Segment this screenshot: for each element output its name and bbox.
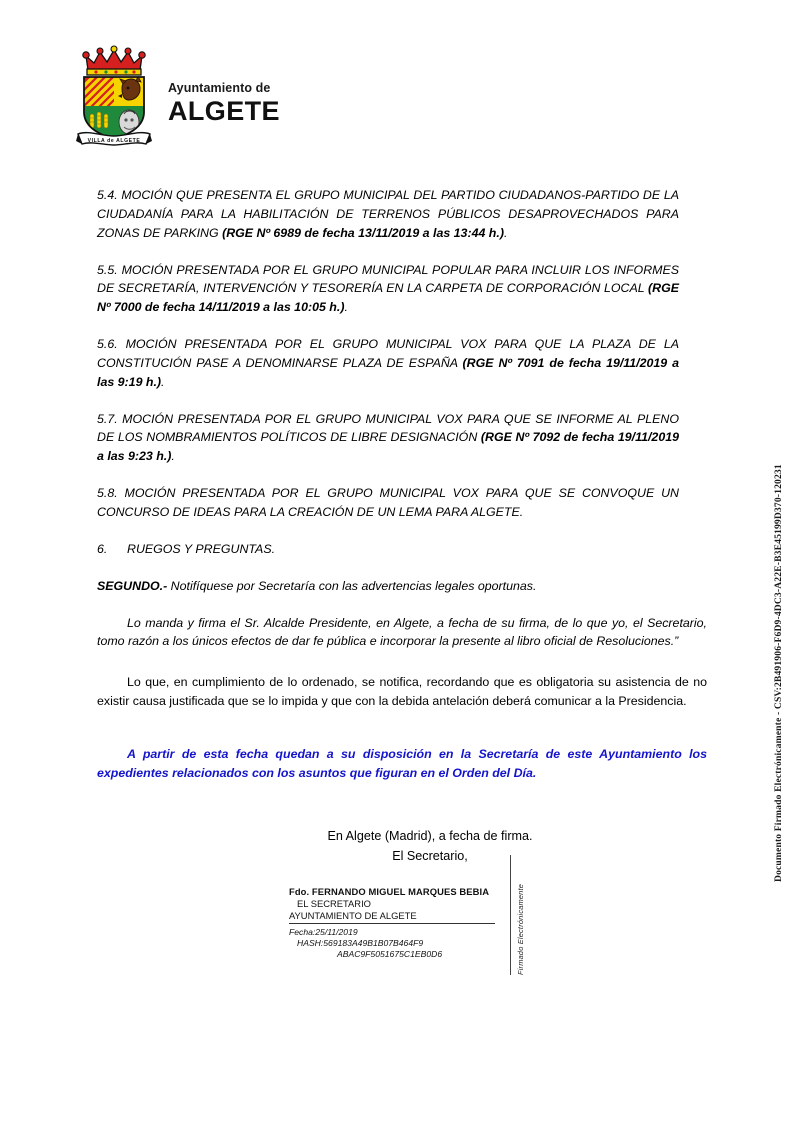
closing-role: El Secretario, (392, 848, 468, 863)
signature-hash-line-2: ABAC9F5051675C1EB0D6 (337, 949, 443, 959)
motion-tail: . (344, 300, 348, 315)
motion-ref: (RGE Nº 7092 de fecha 19/11/2019 a las 9:23 h.) (97, 430, 679, 464)
signature-role: EL SECRETARIO (297, 898, 371, 909)
svg-text:VILLA de ALGETE: VILLA de ALGETE (87, 138, 141, 144)
motion-item-5-8 (97, 484, 679, 522)
closing-block (260, 827, 600, 866)
motion-text: 5.7. MOCIÓN PRESENTADA POR EL GRUPO MUNICIPAL VOX PARA QUE SE INFORME AL PLENO DE LOS NOMBRAMIENTOS POLÍTICOS DE LIBRE DESIGNACIÓN (97, 411, 679, 445)
segundo-lead: SEGUNDO.- (97, 578, 168, 593)
signature-divider-line (510, 855, 511, 975)
motion-item-5-7 (97, 410, 679, 467)
motion-ref: (RGE Nº 7091 de fecha 19/11/2019 a las 9:19 h.) (97, 355, 680, 389)
motion-tail: . (503, 225, 508, 240)
motion-ref: (RGE Nº 7000 de fecha 14/11/2019 a las 10:05 h.) (97, 281, 679, 315)
motion-text: 5.4. MOCIÓN QUE PRESENTA EL GRUPO MUNICIPAL DEL PARTIDO CIUDADANOS-PARTIDO DE LA CIUDADANÍA PARA LA HABILITACIÓN DE TERRENOS PÚBLICOS DESAPROVECHADOS PARA ZONAS DE PARKING (97, 188, 679, 240)
segundo-paragraph (97, 577, 679, 596)
signature-name: Fdo. FERNANDO MIGUEL MARQUES BEBIA (289, 886, 490, 897)
signature-vertical-label-group (508, 855, 524, 975)
agenda-item-6-number: 6. (97, 541, 108, 556)
signature-hash-line-1: HASH:569183A49B1B07B464F9 (297, 938, 424, 948)
closing-place: En Algete (Madrid), a fecha de firma. (327, 829, 533, 843)
notice-paragraph: A partir de esta fecha quedan a su disposición en la Secretaría de este Ayuntamiento los expedientes relacionados con los asuntos que figuran en el Orden del Día. (97, 746, 707, 780)
signature-vertical-label: Firmado Electrónicamente (516, 883, 525, 975)
logo-wordmark (168, 82, 280, 125)
lo-que-paragraph: Lo que, en cumplimiento de lo ordenado, se notifica, recordando que es obligatoria su asistencia de no existir causa justificada que se lo impida y que con la debida antelación deberá comunicar a la Presidencia. (97, 675, 707, 709)
motion-item-5-5 (97, 261, 679, 318)
signature-date: Fecha:25/11/2019 (289, 927, 358, 937)
motion-ref: (RGE Nº 6989 de fecha 13/11/2019 a las 13:44 h.) (222, 225, 504, 240)
logo-line-algete: ALGETE (168, 95, 280, 126)
motion-text: 5.6. MOCIÓN PRESENTADA POR EL GRUPO MUNICIPAL VOX PARA QUE LA PLAZA DE LA CONSTITUCIÓN PASE A DENOMINARSE PLAZA DE ESPAÑA (97, 337, 679, 370)
motion-item-5-4 (97, 186, 679, 243)
motion-text: 5.8. MOCIÓN PRESENTADA POR EL GRUPO MUNICIPAL VOX PARA QUE SE CONVOQUE UN CONCURSO DE IDEAS PARA LA CREACIÓN DE UN LEMA PARA ALGETE. (97, 486, 679, 519)
motion-item-5-6 (97, 335, 679, 392)
segundo-text: Notifíquese por Secretaría con las advertencias legales oportunas. (167, 578, 537, 593)
agenda-item-6-label: RUEGOS Y PREGUNTAS. (127, 541, 276, 556)
algete-coat-of-arms-icon (76, 44, 152, 148)
motion-tail: . (161, 374, 165, 389)
header-logo (76, 44, 336, 148)
electronic-signature-block (289, 886, 501, 959)
lo-manda-paragraph: Lo manda y firma el Sr. Alcalde Presidente, en Algete, a fecha de su firma, de lo que yo, el Secretario, tomo razón a los únicos efectos de dar fe pública e incorporar la presente al libro oficial de Resoluciones.” (97, 615, 707, 649)
csv-verification-stamp: Documento Firmado Electrónicamente - CSV:2B491906-F6D9-4DC3-A22E-B3E45199D370-120231 (773, 464, 784, 882)
motion-text: 5.5. MOCIÓN PRESENTADA POR EL GRUPO MUNICIPAL POPULAR PARA INCLUIR LOS INFORMES DE SECRETARÍA, INTERVENCIÓN Y TESORERÍA EN LA CARPETA DE CORPORACIÓN LOCAL (97, 262, 679, 296)
agenda-item-6 (97, 540, 707, 559)
document-body (97, 186, 707, 801)
logo-line-ayuntamiento: Ayuntamiento de (168, 81, 271, 95)
signature-organization: AYUNTAMIENTO DE ALGETE (289, 910, 495, 924)
motion-tail: . (171, 449, 175, 464)
